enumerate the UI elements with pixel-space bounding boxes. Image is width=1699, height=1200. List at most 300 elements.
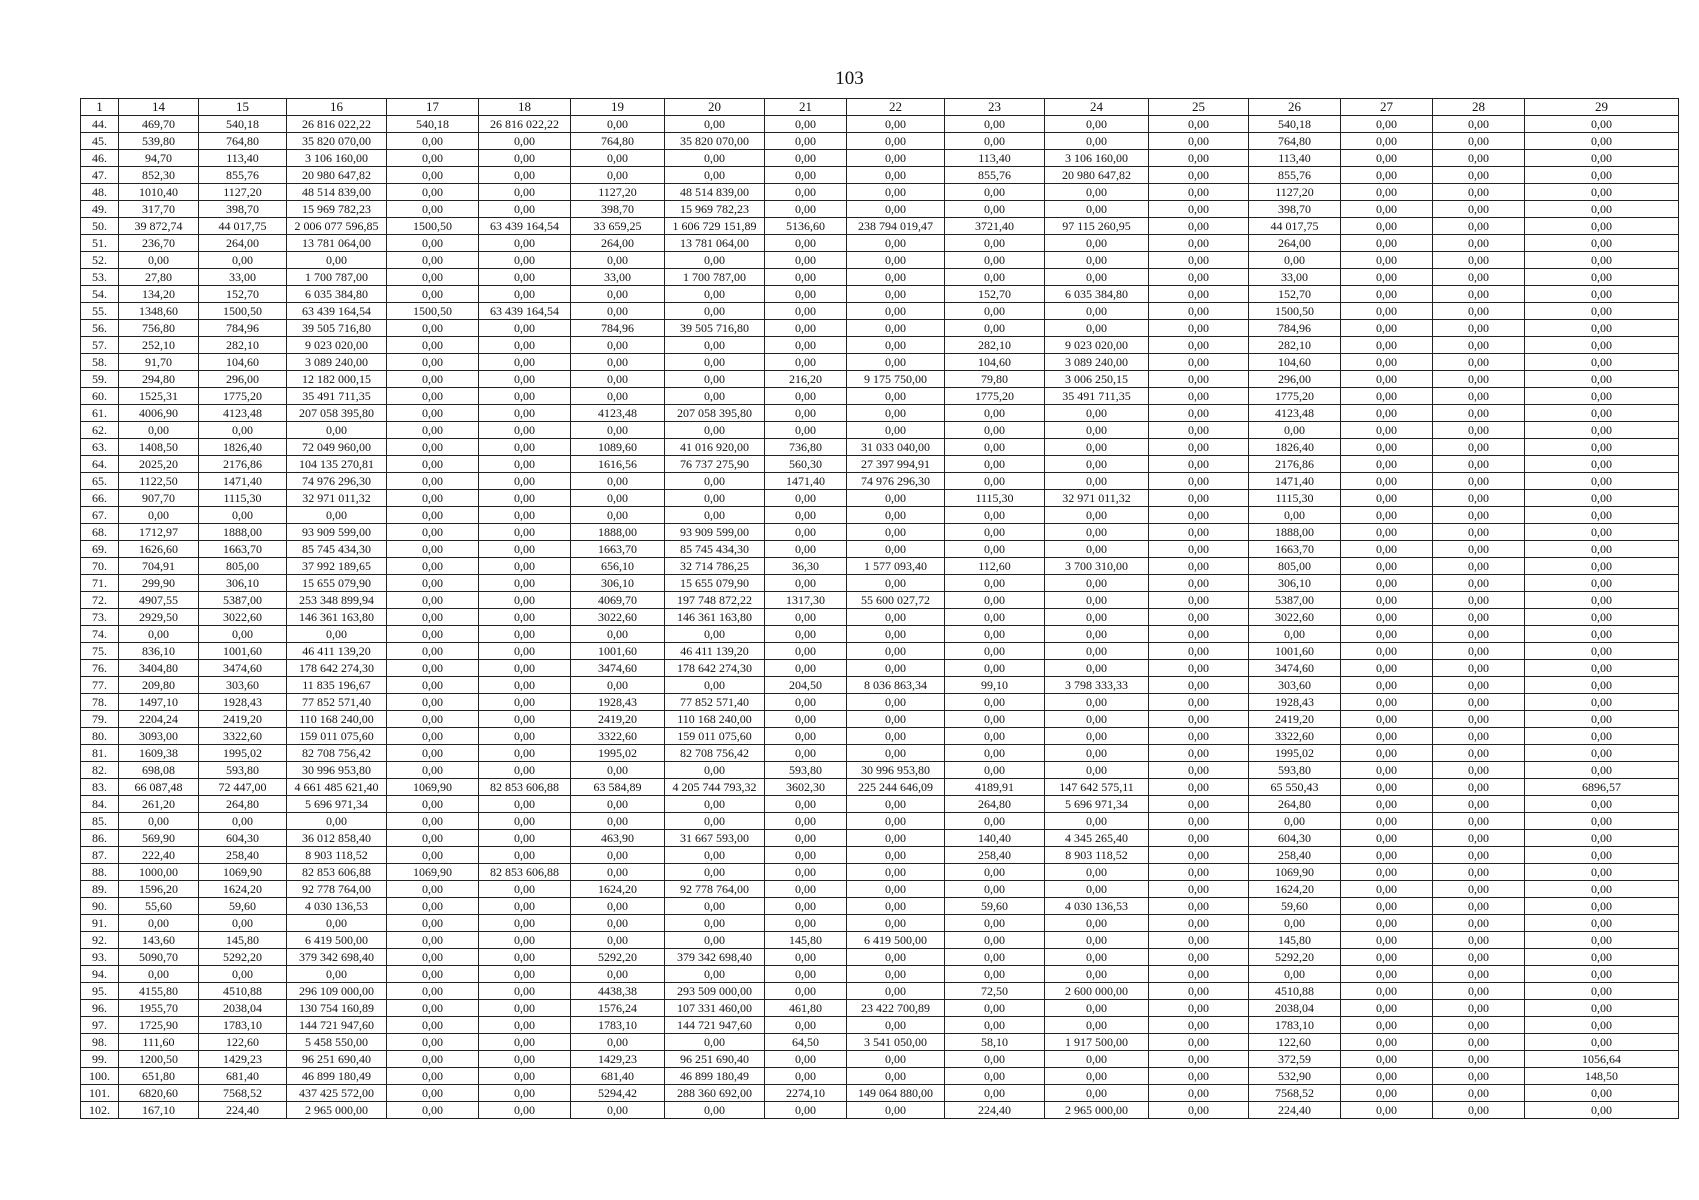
table-cell: 0,00 (847, 524, 945, 541)
table-cell: 0,00 (1433, 354, 1525, 371)
table-cell: 0,00 (1341, 558, 1433, 575)
table-cell: 3721,40 (945, 218, 1045, 235)
row-number-cell: 92. (81, 932, 119, 949)
table-cell: 1 700 787,00 (287, 269, 387, 286)
table-cell: 0,00 (847, 422, 945, 439)
table-cell: 656,10 (571, 558, 665, 575)
table-cell: 41 016 920,00 (665, 439, 765, 456)
table-cell: 0,00 (1525, 524, 1679, 541)
table-cell: 0,00 (765, 864, 847, 881)
table-cell: 0,00 (387, 915, 479, 932)
table-cell: 0,00 (571, 796, 665, 813)
table-cell: 0,00 (847, 337, 945, 354)
table-cell: 0,00 (1525, 150, 1679, 167)
table-cell: 0,00 (479, 507, 571, 524)
table-cell: 0,00 (387, 643, 479, 660)
table-cell: 0,00 (1341, 524, 1433, 541)
table-cell: 5136,60 (765, 218, 847, 235)
table-cell: 0,00 (387, 796, 479, 813)
table-cell: 4189,91 (945, 779, 1045, 796)
table-cell: 0,00 (847, 1102, 945, 1119)
table-cell: 0,00 (479, 660, 571, 677)
table-cell: 0,00 (387, 371, 479, 388)
table-cell: 33,00 (199, 269, 287, 286)
table-cell: 0,00 (571, 490, 665, 507)
table-cell: 0,00 (387, 694, 479, 711)
column-header: 1 (81, 99, 119, 116)
row-number-cell: 91. (81, 915, 119, 932)
table-cell: 0,00 (945, 932, 1045, 949)
table-cell: 0,00 (765, 269, 847, 286)
table-cell: 0,00 (945, 609, 1045, 626)
table-cell: 264,00 (199, 235, 287, 252)
table-cell: 0,00 (665, 796, 765, 813)
table-cell: 398,70 (571, 201, 665, 218)
table-cell: 0,00 (1149, 320, 1249, 337)
table-cell: 0,00 (199, 422, 287, 439)
table-cell: 0,00 (1525, 337, 1679, 354)
table-cell: 5090,70 (119, 949, 199, 966)
table-cell: 48 514 839,00 (287, 184, 387, 201)
table-cell: 0,00 (1149, 728, 1249, 745)
table-cell: 2025,20 (119, 456, 199, 473)
table-cell: 0,00 (765, 150, 847, 167)
table-cell: 0,00 (199, 626, 287, 643)
table-cell: 317,70 (119, 201, 199, 218)
table-cell: 0,00 (1149, 456, 1249, 473)
table-cell: 0,00 (387, 167, 479, 184)
table-cell: 4 345 265,40 (1045, 830, 1149, 847)
table-cell: 0,00 (1433, 609, 1525, 626)
table-cell: 0,00 (387, 337, 479, 354)
table-cell: 0,00 (1149, 388, 1249, 405)
table-row (81, 303, 1679, 320)
table-cell: 1888,00 (199, 524, 287, 541)
table-cell: 0,00 (945, 405, 1045, 422)
table-cell: 1 577 093,40 (847, 558, 945, 575)
table-cell: 0,00 (1433, 269, 1525, 286)
table-cell: 3 089 240,00 (1045, 354, 1149, 371)
table-cell: 1775,20 (945, 388, 1045, 405)
table-cell: 0,00 (847, 354, 945, 371)
table-cell: 0,00 (945, 881, 1045, 898)
table-cell: 0,00 (945, 422, 1045, 439)
row-number-cell: 63. (81, 439, 119, 456)
row-number-cell: 100. (81, 1068, 119, 1085)
table-cell: 0,00 (571, 337, 665, 354)
table-cell: 0,00 (479, 847, 571, 864)
table-cell: 3 006 250,15 (1045, 371, 1149, 388)
table-cell: 39 505 716,80 (665, 320, 765, 337)
table-cell: 4123,48 (199, 405, 287, 422)
table-cell: 0,00 (1525, 643, 1679, 660)
table-cell: 0,00 (1525, 507, 1679, 524)
table-cell: 532,90 (1249, 1068, 1341, 1085)
table-cell: 39 505 716,80 (287, 320, 387, 337)
table-cell: 784,96 (571, 320, 665, 337)
row-number-cell: 89. (81, 881, 119, 898)
table-cell: 0,00 (1045, 966, 1149, 983)
table-cell: 593,80 (765, 762, 847, 779)
table-cell: 296,00 (1249, 371, 1341, 388)
table-cell: 0,00 (1525, 864, 1679, 881)
table-cell: 0,00 (945, 235, 1045, 252)
table-cell: 0,00 (1045, 1051, 1149, 1068)
table-cell: 0,00 (1341, 116, 1433, 133)
table-cell: 0,00 (1525, 915, 1679, 932)
table-cell: 63 439 164,54 (287, 303, 387, 320)
table-cell: 1500,50 (199, 303, 287, 320)
table-cell: 0,00 (1045, 184, 1149, 201)
table-cell: 0,00 (387, 898, 479, 915)
table-cell: 0,00 (945, 966, 1045, 983)
table-cell: 0,00 (1433, 762, 1525, 779)
table-cell: 104 135 270,81 (287, 456, 387, 473)
table-cell: 0,00 (1433, 983, 1525, 1000)
table-cell: 258,40 (945, 847, 1045, 864)
row-number-cell: 88. (81, 864, 119, 881)
table-cell: 0,00 (479, 337, 571, 354)
table-cell: 0,00 (571, 813, 665, 830)
table-cell: 0,00 (479, 405, 571, 422)
table-header-row (81, 99, 1679, 116)
table-cell: 20 980 647,82 (287, 167, 387, 184)
table-cell: 293 509 000,00 (665, 983, 765, 1000)
table-cell: 463,90 (571, 830, 665, 847)
table-cell: 0,00 (387, 490, 479, 507)
table-cell: 0,00 (765, 830, 847, 847)
row-number-cell: 60. (81, 388, 119, 405)
table-cell: 0,00 (1341, 728, 1433, 745)
table-cell: 0,00 (479, 728, 571, 745)
table-cell: 1408,50 (119, 439, 199, 456)
row-number-cell: 49. (81, 201, 119, 218)
table-cell: 15 655 079,90 (287, 575, 387, 592)
table-row (81, 252, 1679, 269)
table-cell: 0,00 (847, 320, 945, 337)
table-cell: 0,00 (571, 507, 665, 524)
table-cell: 1471,40 (765, 473, 847, 490)
table-cell: 0,00 (571, 966, 665, 983)
table-cell: 0,00 (1433, 388, 1525, 405)
table-cell: 3474,60 (1249, 660, 1341, 677)
table-cell: 0,00 (479, 1085, 571, 1102)
row-number-cell: 68. (81, 524, 119, 541)
table-cell: 2 965 000,00 (1045, 1102, 1149, 1119)
row-number-cell: 85. (81, 813, 119, 830)
table-cell: 303,60 (1249, 677, 1341, 694)
table-cell: 0,00 (1149, 949, 1249, 966)
table-cell: 0,00 (1249, 915, 1341, 932)
table-cell: 77 852 571,40 (665, 694, 765, 711)
table-cell: 0,00 (1525, 694, 1679, 711)
table-cell: 0,00 (1149, 745, 1249, 762)
table-cell: 122,60 (199, 1034, 287, 1051)
table-cell: 0,00 (287, 626, 387, 643)
table-cell: 0,00 (479, 745, 571, 762)
table-cell: 0,00 (1149, 779, 1249, 796)
table-cell: 0,00 (765, 881, 847, 898)
column-header: 29 (1525, 99, 1679, 116)
table-cell: 0,00 (1433, 167, 1525, 184)
table-cell: 32 971 011,32 (1045, 490, 1149, 507)
table-cell: 0,00 (1149, 235, 1249, 252)
table-cell: 0,00 (1149, 864, 1249, 881)
table-cell: 0,00 (847, 303, 945, 320)
table-cell: 0,00 (665, 864, 765, 881)
table-cell: 0,00 (665, 252, 765, 269)
table-cell: 37 992 189,65 (287, 558, 387, 575)
table-cell: 0,00 (387, 405, 479, 422)
row-number-cell: 53. (81, 269, 119, 286)
table-cell: 0,00 (765, 116, 847, 133)
row-number-cell: 47. (81, 167, 119, 184)
table-cell: 8 903 118,52 (287, 847, 387, 864)
table-cell: 0,00 (1045, 711, 1149, 728)
table-cell: 204,50 (765, 677, 847, 694)
table-cell: 27,80 (119, 269, 199, 286)
table-cell: 159 011 075,60 (287, 728, 387, 745)
table-row (81, 728, 1679, 745)
table-cell: 1069,90 (199, 864, 287, 881)
table-cell: 0,00 (387, 184, 479, 201)
table-cell: 1995,02 (199, 745, 287, 762)
table-cell: 0,00 (1045, 524, 1149, 541)
table-row (81, 116, 1679, 133)
table-cell: 0,00 (1341, 1000, 1433, 1017)
row-number-cell: 80. (81, 728, 119, 745)
table-cell: 0,00 (1525, 269, 1679, 286)
table-cell: 1663,70 (571, 541, 665, 558)
column-header: 19 (571, 99, 665, 116)
table-cell: 0,00 (1149, 1000, 1249, 1017)
table-cell: 0,00 (571, 626, 665, 643)
table-cell: 0,00 (765, 303, 847, 320)
table-row (81, 813, 1679, 830)
table-cell: 209,80 (119, 677, 199, 694)
table-cell: 0,00 (479, 1000, 571, 1017)
table-cell: 0,00 (479, 286, 571, 303)
table-cell: 1955,70 (119, 1000, 199, 1017)
table-row (81, 864, 1679, 881)
row-number-cell: 56. (81, 320, 119, 337)
table-cell: 1 917 500,00 (1045, 1034, 1149, 1051)
table-cell: 0,00 (847, 847, 945, 864)
table-cell: 112,60 (945, 558, 1045, 575)
table-cell: 11 835 196,67 (287, 677, 387, 694)
table-cell: 0,00 (665, 303, 765, 320)
table-cell: 264,80 (1249, 796, 1341, 813)
table-cell: 0,00 (1433, 847, 1525, 864)
table-cell: 0,00 (847, 507, 945, 524)
table-cell: 0,00 (945, 660, 1045, 677)
table-cell: 113,40 (199, 150, 287, 167)
table-cell: 224,40 (199, 1102, 287, 1119)
table-cell: 3404,80 (119, 660, 199, 677)
row-number-cell: 79. (81, 711, 119, 728)
table-cell: 0,00 (1433, 592, 1525, 609)
table-cell: 143,60 (119, 932, 199, 949)
table-cell: 0,00 (665, 932, 765, 949)
table-cell: 299,90 (119, 575, 199, 592)
table-cell: 0,00 (479, 388, 571, 405)
table-cell: 0,00 (765, 201, 847, 218)
table-cell: 0,00 (1433, 337, 1525, 354)
table-cell: 0,00 (387, 966, 479, 983)
table-cell: 0,00 (119, 966, 199, 983)
table-cell: 0,00 (1341, 881, 1433, 898)
table-cell: 836,10 (119, 643, 199, 660)
table-cell: 3474,60 (571, 660, 665, 677)
table-cell: 1928,43 (199, 694, 287, 711)
table-cell: 3 798 333,33 (1045, 677, 1149, 694)
table-cell: 0,00 (1045, 252, 1149, 269)
table-cell: 0,00 (765, 524, 847, 541)
table-cell: 0,00 (1149, 643, 1249, 660)
table-cell: 0,00 (1525, 575, 1679, 592)
table-cell: 0,00 (1525, 762, 1679, 779)
table-cell: 33,00 (571, 269, 665, 286)
table-row (81, 643, 1679, 660)
table-cell: 0,00 (1433, 558, 1525, 575)
table-cell: 0,00 (1341, 405, 1433, 422)
table-cell: 6 419 500,00 (847, 932, 945, 949)
table-cell: 1317,30 (765, 592, 847, 609)
table-cell: 1200,50 (119, 1051, 199, 1068)
table-cell: 0,00 (945, 1000, 1045, 1017)
table-cell: 0,00 (1149, 1034, 1249, 1051)
table-cell: 167,10 (119, 1102, 199, 1119)
table-cell: 0,00 (1045, 694, 1149, 711)
table-cell: 44 017,75 (199, 218, 287, 235)
table-cell: 0,00 (1341, 609, 1433, 626)
row-number-cell: 62. (81, 422, 119, 439)
table-cell: 0,00 (945, 745, 1045, 762)
table-row (81, 490, 1679, 507)
table-cell: 0,00 (1525, 490, 1679, 507)
table-cell: 1616,56 (571, 456, 665, 473)
table-cell: 604,30 (1249, 830, 1341, 847)
table-row (81, 507, 1679, 524)
table-cell: 92 778 764,00 (287, 881, 387, 898)
table-cell: 0,00 (847, 286, 945, 303)
table-cell: 146 361 163,80 (287, 609, 387, 626)
table-cell: 0,00 (479, 201, 571, 218)
table-cell: 379 342 698,40 (665, 949, 765, 966)
table-cell: 0,00 (1341, 694, 1433, 711)
table-cell: 26 816 022,22 (287, 116, 387, 133)
table-row (81, 201, 1679, 218)
table-cell: 1069,90 (387, 779, 479, 796)
table-cell: 0,00 (479, 1102, 571, 1119)
table-cell: 1 606 729 151,89 (665, 218, 765, 235)
table-cell: 0,00 (945, 303, 1045, 320)
table-cell: 216,20 (765, 371, 847, 388)
table-row (81, 677, 1679, 694)
table-cell: 0,00 (1525, 1017, 1679, 1034)
table-cell: 296 109 000,00 (287, 983, 387, 1000)
table-cell: 0,00 (1433, 405, 1525, 422)
table-cell: 0,00 (387, 660, 479, 677)
table-cell: 5387,00 (1249, 592, 1341, 609)
table-cell: 0,00 (1341, 354, 1433, 371)
table-cell: 0,00 (1341, 388, 1433, 405)
table-cell: 0,00 (1045, 728, 1149, 745)
table-cell: 0,00 (1149, 1068, 1249, 1085)
table-cell: 0,00 (387, 881, 479, 898)
table-cell: 0,00 (1525, 320, 1679, 337)
table-row (81, 1102, 1679, 1119)
table-cell: 1775,20 (1249, 388, 1341, 405)
table-cell: 0,00 (119, 252, 199, 269)
table-cell: 0,00 (479, 524, 571, 541)
table-row (81, 745, 1679, 762)
table-cell: 0,00 (479, 677, 571, 694)
row-number-cell: 94. (81, 966, 119, 983)
table-cell: 0,00 (1149, 1085, 1249, 1102)
table-cell: 144 721 947,60 (287, 1017, 387, 1034)
table-cell: 0,00 (945, 252, 1045, 269)
table-cell: 0,00 (945, 524, 1045, 541)
table-cell: 0,00 (1525, 388, 1679, 405)
table-cell: 0,00 (1433, 1017, 1525, 1034)
table-cell: 0,00 (1341, 626, 1433, 643)
table-cell: 222,40 (119, 847, 199, 864)
table-cell: 111,60 (119, 1034, 199, 1051)
table-row (81, 609, 1679, 626)
table-cell: 0,00 (479, 592, 571, 609)
column-header: 20 (665, 99, 765, 116)
table-cell: 805,00 (199, 558, 287, 575)
table-cell: 0,00 (1525, 728, 1679, 745)
table-cell: 0,00 (387, 830, 479, 847)
table-cell: 0,00 (847, 966, 945, 983)
table-cell: 0,00 (665, 898, 765, 915)
table-cell: 0,00 (1045, 762, 1149, 779)
table-cell: 398,70 (199, 201, 287, 218)
table-cell: 0,00 (847, 626, 945, 643)
table-cell: 0,00 (1149, 609, 1249, 626)
column-header: 15 (199, 99, 287, 116)
table-cell: 5 458 550,00 (287, 1034, 387, 1051)
row-number-cell: 57. (81, 337, 119, 354)
table-cell: 1089,60 (571, 439, 665, 456)
table-cell: 0,00 (945, 269, 1045, 286)
table-cell: 2 006 077 596,85 (287, 218, 387, 235)
table-cell: 140,40 (945, 830, 1045, 847)
table-cell: 0,00 (765, 388, 847, 405)
table-cell: 0,00 (1045, 609, 1149, 626)
table-cell: 0,00 (1341, 1085, 1433, 1102)
table-cell: 30 996 953,80 (287, 762, 387, 779)
table-cell: 805,00 (1249, 558, 1341, 575)
table-row (81, 439, 1679, 456)
table-cell: 46 411 139,20 (665, 643, 765, 660)
table-cell: 130 754 160,89 (287, 1000, 387, 1017)
table-cell: 0,00 (479, 456, 571, 473)
table-cell: 0,00 (665, 371, 765, 388)
table-cell: 784,96 (199, 320, 287, 337)
table-cell: 0,00 (847, 575, 945, 592)
table-cell: 0,00 (665, 388, 765, 405)
table-cell: 1115,30 (1249, 490, 1341, 507)
table-cell: 1928,43 (1249, 694, 1341, 711)
table-cell: 282,10 (945, 337, 1045, 354)
table-cell: 15 655 079,90 (665, 575, 765, 592)
row-number-cell: 72. (81, 592, 119, 609)
table-cell: 264,80 (199, 796, 287, 813)
table-cell: 0,00 (1525, 286, 1679, 303)
